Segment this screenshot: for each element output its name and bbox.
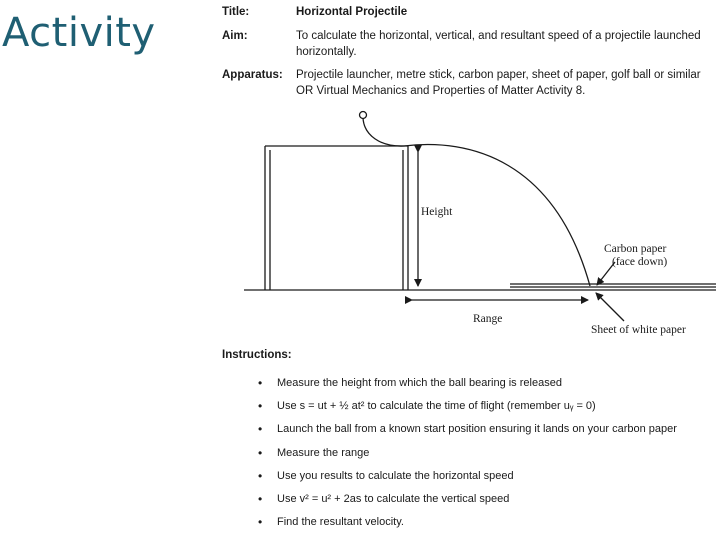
slide-title: Activity	[2, 10, 156, 56]
instruction-item: • Use you results to calculate the horizontal speed	[258, 469, 718, 492]
projectile-diagram	[214, 100, 720, 340]
white-paper-label: Sheet of white paper	[591, 324, 686, 336]
aim-value: To calculate the horizontal, vertical, and resultant speed of a projectile launched horizontally.	[296, 30, 701, 58]
range-label: Range	[473, 313, 503, 325]
ball-path	[363, 118, 404, 146]
carbon-paper-note: (face down)	[612, 256, 668, 268]
instruction-item: • Use s = ut + ½ at² to calculate the time of flight (remember uᵧ = 0)	[258, 399, 718, 422]
ball-icon	[360, 112, 367, 119]
instructions-heading: Instructions:	[222, 349, 292, 361]
apparatus-label: Apparatus:	[222, 69, 283, 81]
instruction-item: • Find the resultant velocity.	[258, 515, 718, 538]
instructions-list	[258, 376, 718, 538]
title-value: Horizontal Projectile	[296, 6, 408, 18]
instruction-item: • Measure the range	[258, 446, 718, 469]
sheet-pointer	[596, 293, 624, 321]
height-label: Height	[421, 206, 453, 218]
title-label: Title:	[222, 6, 250, 18]
instruction-item: • Use v² = u² + 2as to calculate the vertical speed	[258, 492, 718, 515]
instruction-item: • Measure the height from which the ball bearing is released	[258, 376, 718, 399]
apparatus-value: Projectile launcher, metre stick, carbon paper, sheet of paper, golf ball or similar OR Virtual Mechanics and Properties of Matter Activity 8.	[296, 69, 701, 97]
carbon-paper-label: Carbon paper	[604, 243, 667, 255]
aim-label: Aim:	[222, 30, 248, 42]
instruction-item: • Launch the ball from a known start position ensuring it lands on your carbon paper	[258, 422, 718, 445]
